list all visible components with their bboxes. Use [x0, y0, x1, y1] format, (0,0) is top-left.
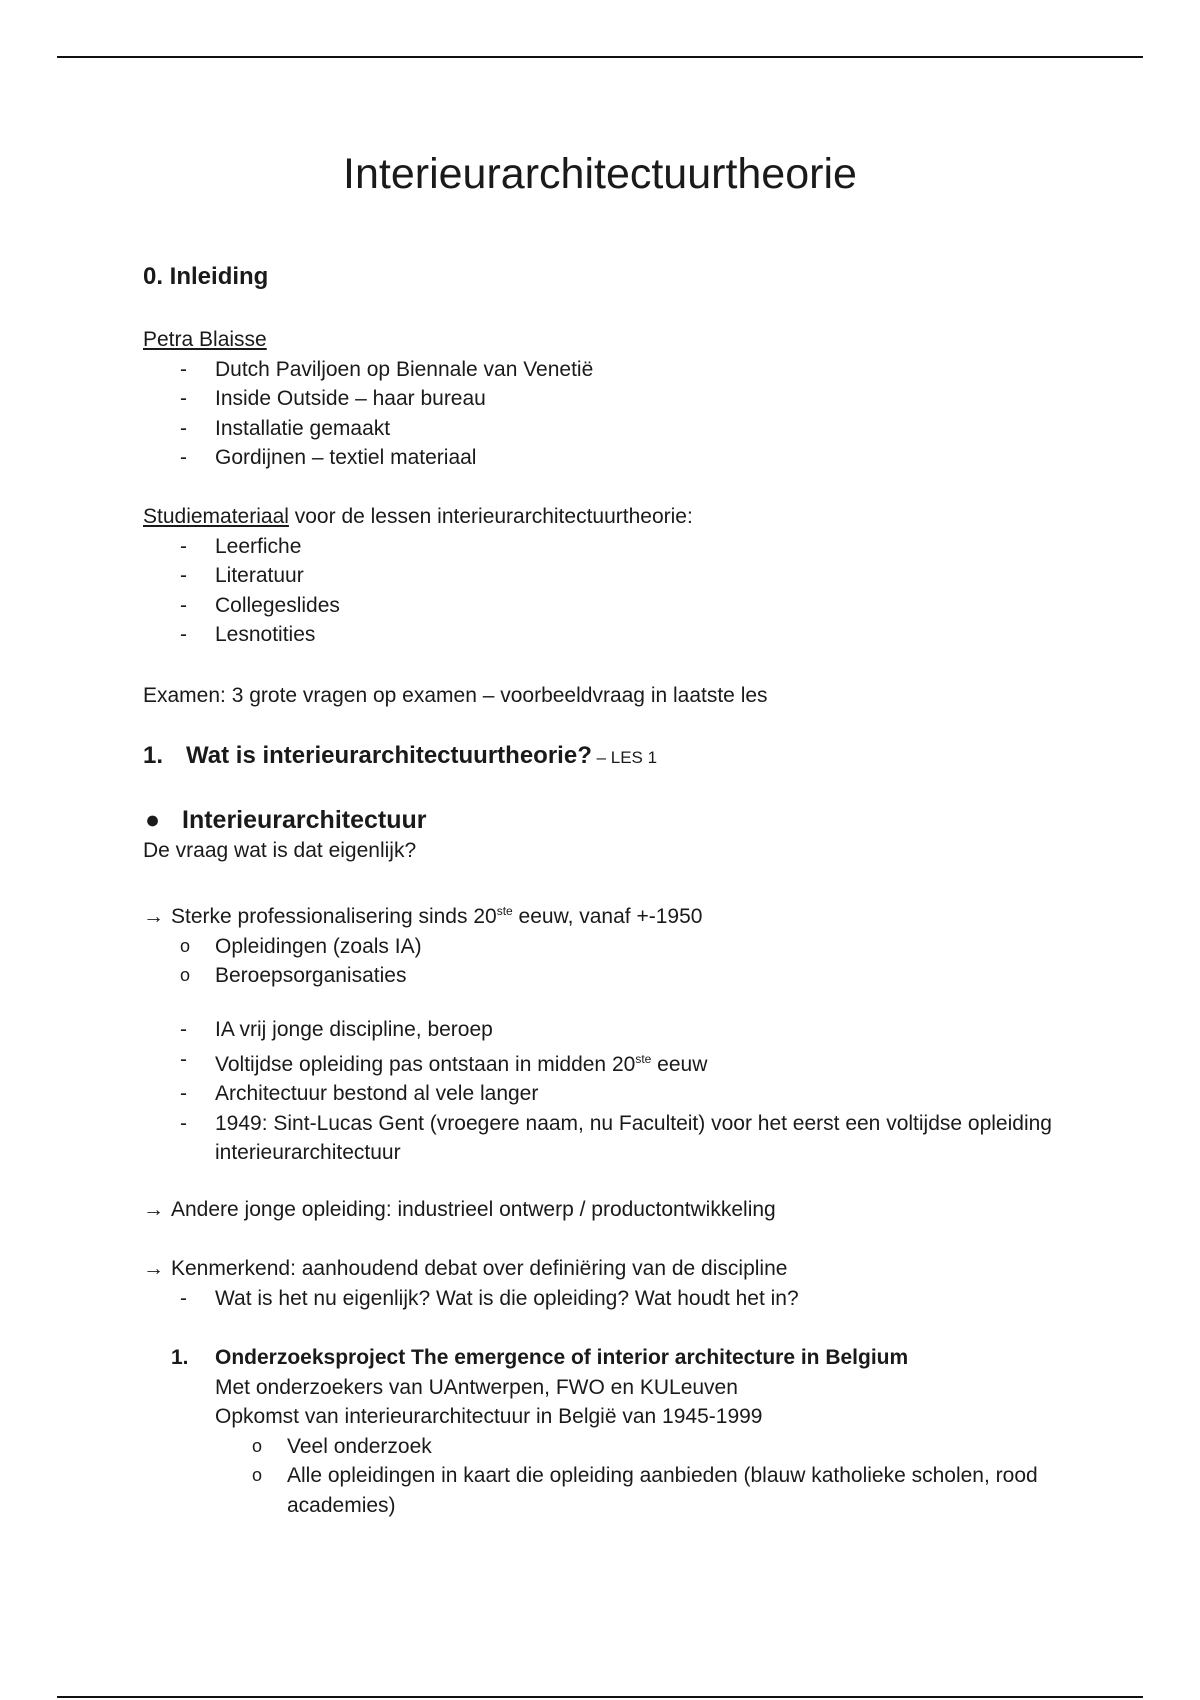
- list-item: - Leerfiche: [143, 532, 1083, 562]
- superscript: ste: [635, 1051, 652, 1066]
- right-arrow-icon: →: [143, 1198, 164, 1221]
- list-item: - Lesnotities: [143, 620, 1083, 650]
- bullet-heading-text: Interieurarchitectuur: [182, 806, 427, 834]
- studiemateriaal-list: [143, 532, 1083, 650]
- professionalisering-block: [143, 897, 1083, 991]
- arrow-line: [143, 1254, 1083, 1284]
- arrow-line: [143, 1195, 1083, 1225]
- list-item-text: Voltijdse opleiding pas ontstaan in midden 20: [215, 1052, 636, 1076]
- section-1-suffix: – LES 1: [591, 748, 658, 767]
- project-heading: [143, 1343, 1083, 1373]
- header-rule: [57, 56, 1143, 58]
- list-item: - IA vrij jonge discipline, beroep: [143, 1015, 1083, 1045]
- question-line: De vraag wat is dat eigenlijk?: [143, 838, 417, 862]
- onderzoeksproject-block: [143, 1343, 1083, 1520]
- project-line: Met onderzoekers van UAntwerpen, FWO en KULeuven: [215, 1375, 738, 1399]
- list-item: o Alle opleidingen in kaart die opleiding aanbieden (blauw katholieke scholen, rood academies): [143, 1461, 1083, 1520]
- section-0-heading: 0. Inleiding: [143, 263, 269, 290]
- list-item: - Dutch Paviljoen op Biennale van Venetië: [143, 355, 1083, 385]
- list-item: [143, 1045, 1083, 1080]
- section-1-number: 1.: [143, 742, 164, 769]
- list-item: o Beroepsorganisaties: [143, 961, 1083, 991]
- right-arrow-icon: →: [143, 1257, 164, 1280]
- list-item: o Opleidingen (zoals IA): [143, 932, 1083, 962]
- project-number: 1.: [171, 1346, 189, 1369]
- arrow-line-rest: eeuw, vanaf +-1950: [512, 905, 703, 928]
- list-item: - 1949: Sint-Lucas Gent (vroegere naam, nu Faculteit) voor het eerst een voltijdse opleiding interieurarchitectuur: [143, 1109, 1083, 1168]
- arrow-line-text: Andere jonge opleiding: industrieel ontwerp / productontwikkeling: [171, 1198, 776, 1221]
- list-item: - Inside Outside – haar bureau: [143, 384, 1083, 414]
- petra-blaisse-list: [143, 355, 1083, 473]
- list-item: - Literatuur: [143, 561, 1083, 591]
- section-1-title: Wat is interieurarchitectuurtheorie?: [186, 742, 592, 769]
- project-line: Opkomst van interieurarchitectuur in België van 1945-1999: [215, 1405, 763, 1428]
- filled-circle-icon: ●: [145, 806, 161, 834]
- list-item: - Architectuur bestond al vele langer: [143, 1079, 1083, 1109]
- project-list: [143, 1432, 1083, 1521]
- list-item-after: eeuw: [651, 1052, 708, 1076]
- petra-blaisse-block: [143, 325, 1083, 473]
- studiemateriaal-block: [143, 502, 1083, 650]
- professionalisering-list: [143, 932, 1083, 991]
- right-arrow-icon: →: [143, 905, 164, 928]
- examen-line: Examen: 3 grote vragen op examen – voorbeeldvraag in laatste les: [143, 684, 768, 707]
- studiemateriaal-label: Studiemateriaal: [143, 505, 289, 528]
- superscript: ste: [496, 904, 513, 918]
- document-title: Interieurarchitectuurtheorie: [343, 150, 857, 198]
- studiemateriaal-line: [143, 502, 1083, 532]
- project-title: Onderzoeksproject The emergence of interior architecture in Belgium: [215, 1346, 909, 1369]
- studiemateriaal-rest: voor de lessen interieurarchitectuurtheorie:: [288, 505, 693, 528]
- list-item: - Wat is het nu eigenlijk? Wat is die opleiding? Wat houdt het in?: [143, 1284, 1083, 1314]
- discipline-facts-block: [143, 1015, 1083, 1168]
- list-item: - Installatie gemaakt: [143, 414, 1083, 444]
- bullet-heading: [143, 806, 1083, 836]
- section-1-heading: [143, 741, 1083, 773]
- footer-rule: [57, 1696, 1143, 1698]
- discipline-facts-list: [143, 1015, 1083, 1168]
- list-item: - Collegeslides: [143, 591, 1083, 621]
- arrow-line-text: Sterke professionalisering sinds 20: [171, 905, 497, 928]
- interieurarchitectuur-block: [143, 806, 1083, 865]
- kenmerkend-block: [143, 1254, 1083, 1313]
- list-item: o Veel onderzoek: [143, 1432, 1083, 1462]
- list-item: - Gordijnen – textiel materiaal: [143, 443, 1083, 473]
- kenmerkend-list: [143, 1284, 1083, 1314]
- arrow-line-text: Kenmerkend: aanhoudend debat over definiëring van de discipline: [171, 1257, 788, 1280]
- arrow-line: [143, 897, 1083, 932]
- petra-blaisse-label: Petra Blaisse: [143, 328, 267, 351]
